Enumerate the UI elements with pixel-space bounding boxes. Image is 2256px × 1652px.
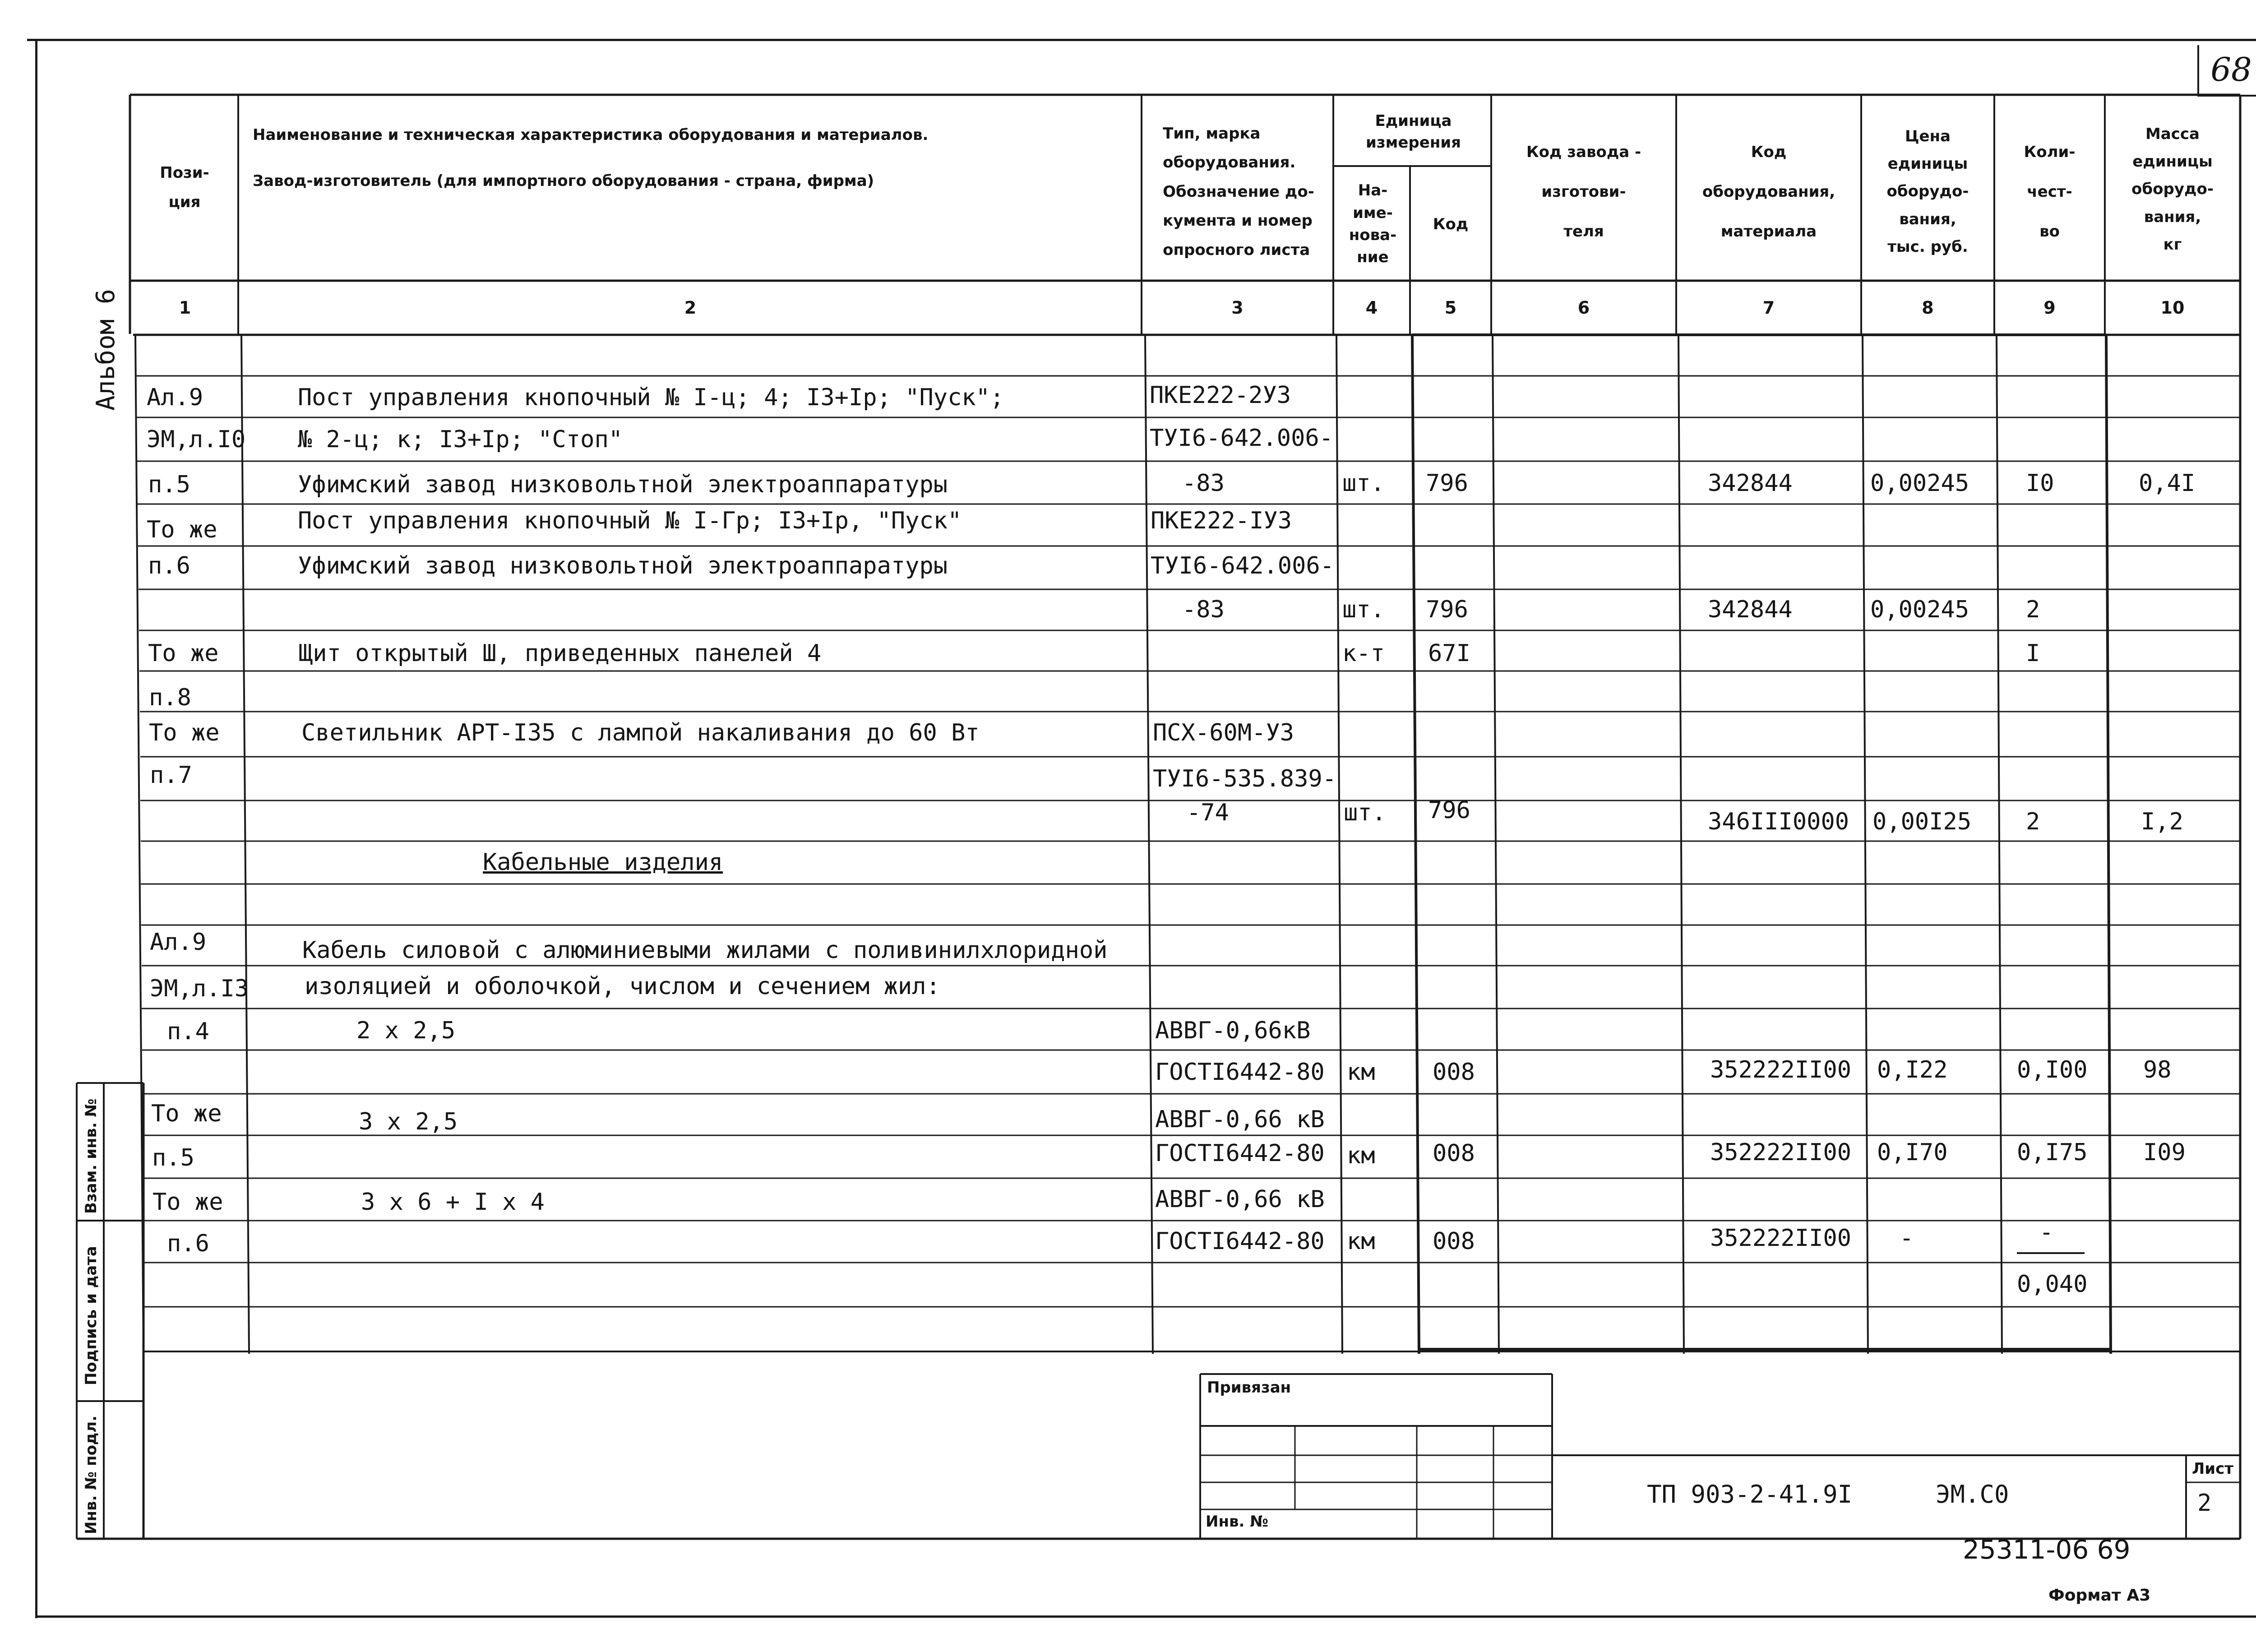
row-position: Ал.9 [150, 929, 207, 956]
row-unit-code: 796 [1428, 797, 1470, 824]
row-position: ЭМ,л.I0 [147, 426, 246, 453]
col-number-2: 2 [684, 298, 697, 318]
archive-number: 25311-06 69 [1963, 1534, 2131, 1565]
col-number-8: 8 [1922, 298, 1934, 318]
row-unit: км [1347, 1228, 1375, 1255]
col-number-3: 3 [1231, 298, 1244, 318]
row-unit-code: 796 [1426, 470, 1468, 497]
row-quantity: 2 [2026, 596, 2040, 623]
side-label-vzam: Взам. инв. № [82, 1098, 100, 1214]
row-price: 0,00245 [1870, 596, 1969, 623]
row-price: 0,00I25 [1872, 808, 1972, 835]
row-type: АВВГ-0,66 кВ [1155, 1106, 1325, 1133]
row-equipment-code: 352222II00 [1710, 1225, 1852, 1252]
row-type: ГОСТI6442-80 [1155, 1228, 1325, 1255]
row-quantity: I [2026, 640, 2040, 667]
row-unit: км [1347, 1059, 1375, 1086]
header-type: Тип, марка оборудования. Обозначение до- кумента и номер опросного листа [1163, 124, 1314, 259]
header-equipment-code: Код оборудования, материала [1702, 143, 1835, 241]
row-price: 0,I70 [1877, 1139, 1948, 1166]
row-unit: км [1347, 1142, 1375, 1169]
row-type: ТУI6-642.006- [1150, 425, 1333, 452]
row-position: То же [151, 1100, 222, 1127]
quantity-underline [2017, 1252, 2085, 1254]
col-number-7: 7 [1762, 298, 1775, 318]
row-mass: 0,4I [2139, 470, 2196, 497]
row-mass: 98 [2143, 1056, 2172, 1083]
row-position: п.6 [167, 1230, 209, 1257]
header-factory-code: Код завода - изготови- теля [1526, 143, 1641, 241]
row-unit: к-т [1342, 640, 1385, 667]
header-quantity: Коли- чест- во [2024, 143, 2076, 241]
header-unit-name: На- име- нова- ние [1349, 181, 1397, 267]
row-equipment-code: 352222II00 [1710, 1139, 1852, 1166]
header-unit-code: Код [1433, 215, 1469, 233]
row-quantity: I0 [2026, 470, 2054, 497]
row-type: -83 [1182, 470, 1225, 497]
row-position: То же [147, 516, 217, 543]
row-type: АВВГ-0,66кВ [1155, 1017, 1311, 1044]
row-type: -74 [1187, 799, 1229, 826]
row-type: ПКЕ222-IУ3 [1151, 507, 1292, 534]
side-label-inv: Инв. № подл. [82, 1415, 100, 1534]
row-price: 0,I22 [1877, 1056, 1948, 1083]
row-equipment-code: 342844 [1708, 596, 1793, 623]
row-type: ПКЕ222-2У3 [1150, 382, 1291, 409]
col-number-1: 1 [179, 298, 191, 318]
row-unit: шт. [1342, 596, 1385, 623]
row-name: Пост управления кнопочный № I-ц; 4; I3+Iр; "Пуск"; [298, 384, 1004, 411]
stamp-list-label: Лист [2192, 1460, 2233, 1478]
stamp-doc-suffix: ЭМ.С0 [1936, 1480, 2009, 1509]
row-type: -83 [1182, 596, 1225, 623]
col-number-6: 6 [1577, 298, 1590, 318]
row-position: п.7 [150, 762, 192, 789]
row-type: ГОСТI6442-80 [1155, 1059, 1325, 1086]
row-position: То же [149, 719, 220, 746]
row-price: 0,00245 [1870, 470, 1969, 497]
col-number-4: 4 [1365, 298, 1378, 318]
header-position: Пози- ция [160, 164, 209, 211]
row-unit-code: 796 [1426, 596, 1468, 623]
header-price: Цена единицы оборудо- вания, тыс. руб. [1886, 127, 1969, 256]
col-number-5: 5 [1444, 298, 1457, 318]
row-equipment-code: 342844 [1708, 470, 1793, 497]
row-position: Ал.9 [147, 384, 203, 411]
format-label: Формат А3 [2048, 1586, 2151, 1605]
col-number-10: 10 [2160, 298, 2185, 318]
row-position: п.6 [148, 552, 190, 579]
stamp-doc-code: ТП 903-2-41.9I [1647, 1480, 1853, 1509]
stamp-privyazan: Привязан [1207, 1379, 1291, 1397]
row-equipment-code: 346III0000 [1708, 808, 1849, 835]
row-quantity: 2 [2026, 808, 2040, 835]
row-quantity: 0,040 [2017, 1271, 2088, 1298]
row-position: То же [153, 1189, 223, 1216]
row-position: ЭМ,л.I3 [150, 975, 249, 1002]
row-name: 3 х 2,5 [359, 1108, 458, 1135]
row-name: 3 х 6 + I х 4 [361, 1189, 545, 1216]
row-unit-code: 008 [1433, 1059, 1475, 1086]
row-position: п.8 [149, 684, 191, 711]
row-quantity: 0,I75 [2017, 1139, 2088, 1166]
row-name: Уфимский завод низковольтной электроаппаратуры [298, 552, 948, 579]
row-name: Щит открытый Ш, приведенных панелей 4 [299, 640, 822, 667]
row-position: п.4 [167, 1018, 209, 1045]
row-quantity: - [2039, 1219, 2054, 1246]
row-type: ГОСТI6442-80 [1155, 1140, 1325, 1167]
page-number: 68 [2210, 51, 2252, 88]
row-position: п.5 [148, 471, 190, 498]
row-unit: шт. [1344, 799, 1386, 826]
row-unit-code: 67I [1428, 640, 1470, 667]
row-unit-code: 008 [1433, 1228, 1475, 1255]
row-name: Уфимский завод низковольтной электроаппаратуры [298, 471, 948, 498]
row-type: ТУI6-642.006- [1151, 552, 1334, 579]
row-mass: I,2 [2141, 808, 2183, 835]
section-heading: Кабельные изделия [483, 849, 723, 876]
row-position: п.5 [152, 1144, 194, 1171]
row-unit-code: 008 [1433, 1140, 1475, 1167]
row-name: 2 х 2,5 [356, 1017, 456, 1044]
row-equipment-code: 352222II00 [1710, 1056, 1852, 1083]
row-mass: I09 [2143, 1139, 2186, 1166]
row-position: То же [148, 640, 219, 667]
side-label-podpis: Подпись и дата [82, 1246, 100, 1385]
row-unit: шт. [1342, 470, 1385, 497]
row-name: Кабель силовой с алюминиевыми жилами с поливинилхлоридной [302, 937, 1108, 964]
row-type: ПСХ-60М-У3 [1153, 719, 1294, 746]
album-label: Альбом 6 [91, 289, 120, 411]
stamp-inv-no: Инв. № [1206, 1513, 1269, 1531]
header-unit-group: Единица измерения [1366, 111, 1461, 152]
stamp-list-number: 2 [2197, 1490, 2212, 1517]
row-price: - [1900, 1225, 1914, 1252]
row-type: ТУI6-535.839- [1153, 765, 1336, 792]
row-name: изоляцией и оболочкой, числом и сечением жил: [305, 973, 940, 1000]
row-name: Светильник АРТ-I35 с лампой накаливания до 60 Вт [301, 719, 980, 746]
row-type: АВВГ-0,66 кВ [1155, 1186, 1325, 1213]
row-name: № 2-ц; к; I3+Iр; "Стоп" [298, 426, 623, 453]
header-name: Наименование и техническая характеристика оборудования и материалов. Завод-изготовитель (для импортного оборудования - страна, фирма) [253, 125, 929, 190]
row-quantity: 0,I00 [2017, 1056, 2088, 1083]
header-mass: Масса единицы оборудо- вания, кг [2131, 125, 2214, 254]
col-number-9: 9 [2043, 298, 2056, 318]
row-name: Пост управления кнопочный № I-Гр; I3+Iр, "Пуск" [298, 507, 962, 534]
